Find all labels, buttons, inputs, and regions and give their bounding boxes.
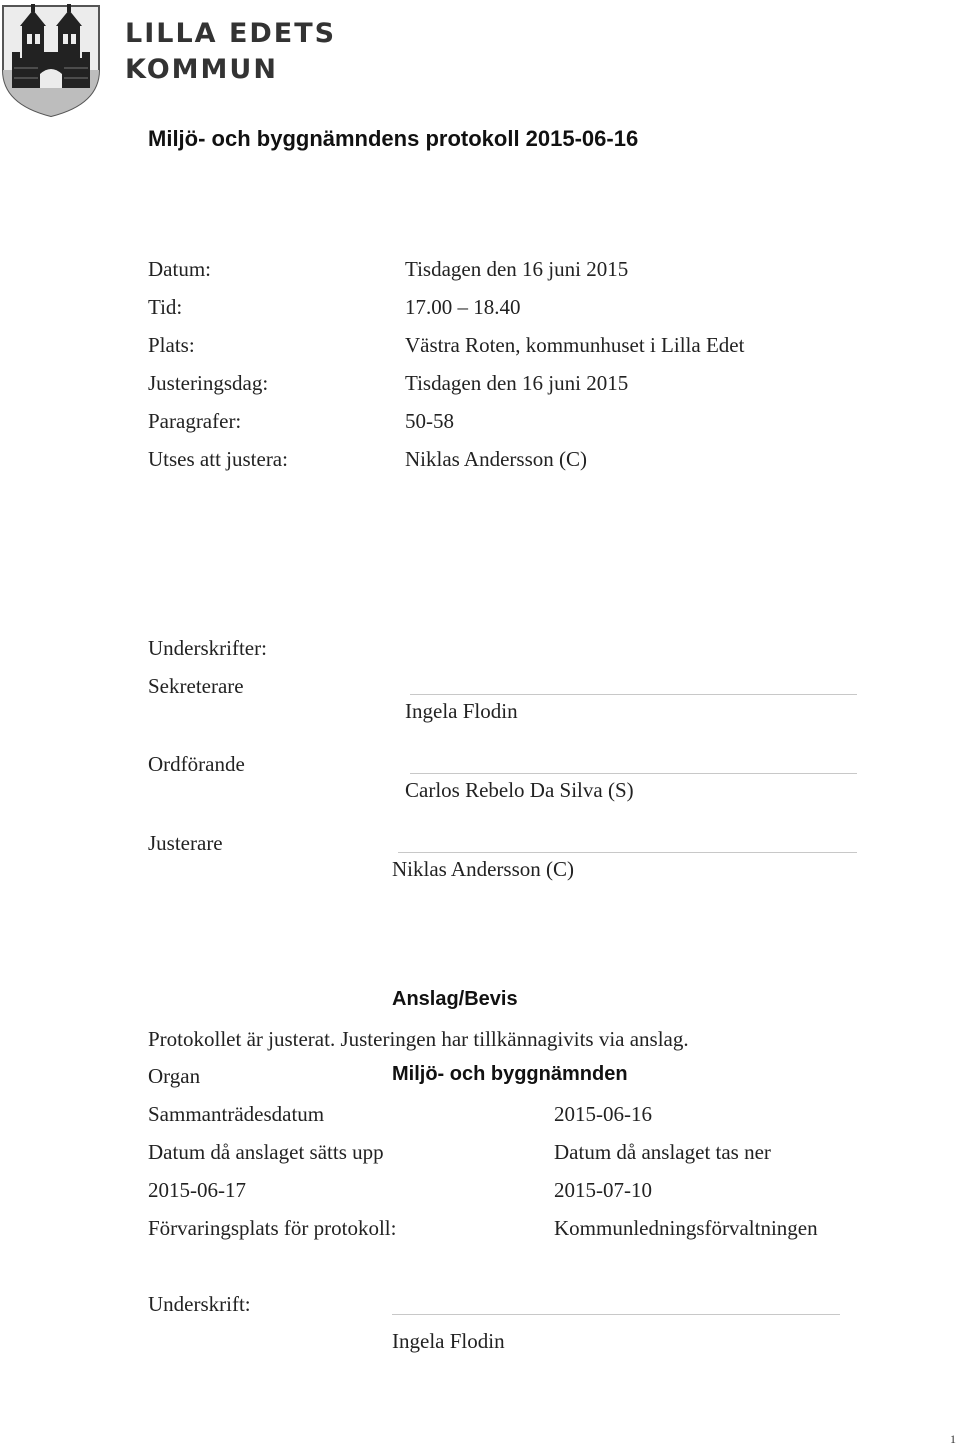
notice-heading: Anslag/Bevis [392,988,518,1010]
adjuster-signature-line [398,852,857,853]
coat-of-arms-icon [0,0,102,118]
signatures-heading: Underskrifter: [148,636,267,660]
notice-statement: Protokollet är justerat. Justeringen har tillkännagivits via anslag. [148,1027,689,1051]
chairman-role: Ordförande [148,752,245,776]
place-value: Västra Roten, kommunhuset i Lilla Edet [405,333,745,357]
organ-label: Organ [148,1064,201,1088]
page-title: Miljö- och byggnämndens protokoll 2015-06-16 [148,126,639,151]
paragraphs-label: Paragrafer: [148,409,242,433]
place-label: Plats: [148,333,195,357]
secretary-role: Sekreterare [148,674,244,698]
posted-date-label: Datum då anslaget sätts upp [148,1140,384,1164]
notice-signer-name: Ingela Flodin [392,1329,505,1353]
adjustment-day-label: Justeringsdag: [148,371,269,395]
posted-date-value: 2015-06-17 [148,1178,246,1202]
time-label: Tid: [148,295,183,319]
adjustment-day-value: Tisdagen den 16 juni 2015 [405,371,629,395]
signature-label: Underskrift: [148,1292,251,1316]
secretary-name: Ingela Flodin [405,699,518,723]
date-label: Datum: [148,257,211,281]
municipality-logo [0,0,102,118]
adjuster-label: Utses att justera: [148,447,288,471]
organ-value: Miljö- och byggnämnden [392,1063,628,1085]
brand-name-line2: KOMMUN [125,54,278,85]
secretary-signature-line [410,694,857,695]
removed-date-value: 2015-07-10 [554,1178,652,1202]
date-value: Tisdagen den 16 juni 2015 [405,257,629,281]
chairman-signature-line [410,773,857,774]
notice-signature-line [392,1314,840,1315]
storage-value: Kommunledningsförvaltningen [554,1216,818,1240]
adjuster-value: Niklas Andersson (C) [405,447,587,471]
paragraphs-value: 50-58 [405,409,454,433]
storage-label: Förvaringsplats för protokoll: [148,1216,397,1240]
page-number: 1 [950,1432,956,1446]
chairman-name: Carlos Rebelo Da Silva (S) [405,778,634,802]
brand-name-line1: LILLA EDETS [125,18,337,49]
adjuster-role: Justerare [148,831,223,855]
meeting-date-label: Sammanträdesdatum [148,1102,325,1126]
meeting-date-value: 2015-06-16 [554,1102,652,1126]
time-value: 17.00 – 18.40 [405,295,521,319]
removed-date-label: Datum då anslaget tas ner [554,1140,771,1164]
adjuster-name: Niklas Andersson (C) [392,857,574,881]
